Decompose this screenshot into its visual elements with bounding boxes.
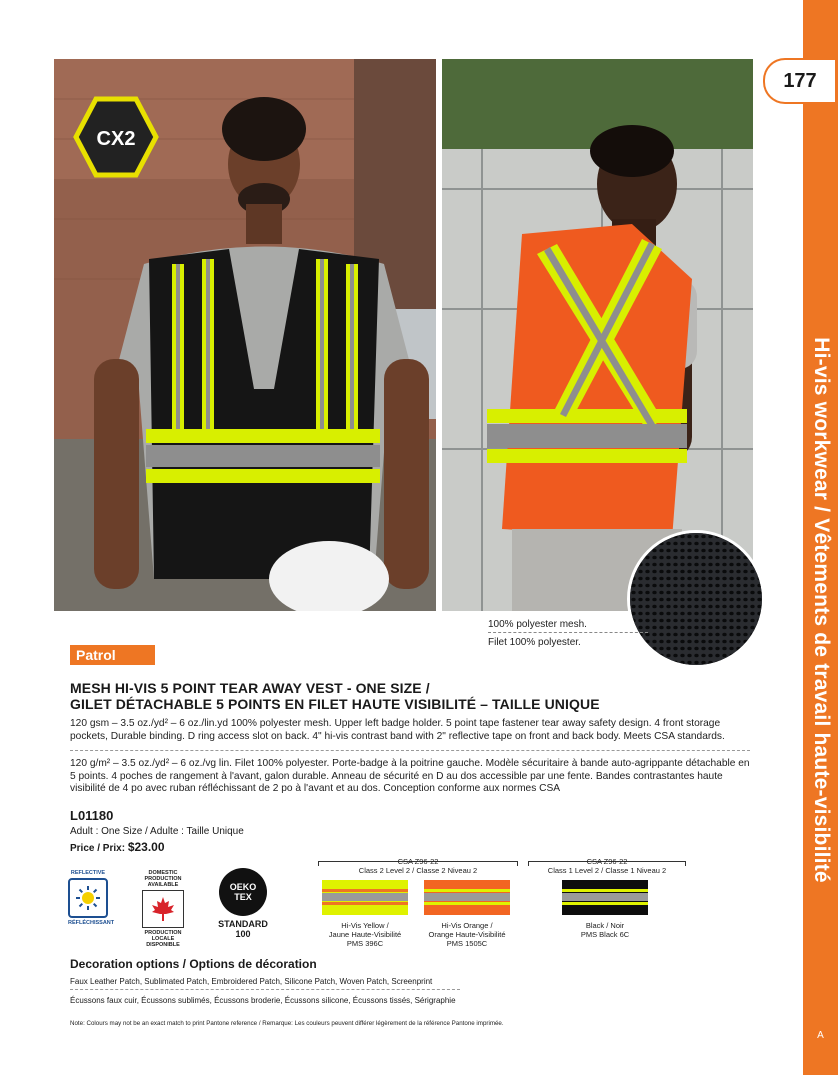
decoration-options-en: Faux Leather Patch, Sublimated Patch, Embroidered Patch, Silicone Patch, Woven Patch, Screenprint xyxy=(70,977,433,986)
series-tag: Patrol xyxy=(70,645,155,665)
price-label: Price / Prix: xyxy=(70,843,126,854)
front-model-photo xyxy=(54,59,436,611)
description-divider xyxy=(70,750,750,751)
sun-icon xyxy=(75,885,101,911)
decoration-divider xyxy=(70,989,460,990)
cx2-logo: CX2 xyxy=(96,128,136,150)
description-fr: 120 g/m² – 3.5 oz./yd² – 6 oz./vg lin. Filet 100% polyester. Porte-badge à la poitrine gauche. Modèle sécuritaire à bande auto-agrippante détachable en 5 points. 4 poches de rangement à l'avant, galon durable. Anneau de sécurité en D au dos accessible par une fente. Bandes contrastantes haute visibilité de 4 po avec ruban réfléchissant de 2 po à l'avant et au dos. Conception conforme aux normes CSA xyxy=(70,758,750,794)
oeko-tex-badge: OEKO TEX STANDARD 100 xyxy=(212,868,274,939)
page-number: 177 xyxy=(763,58,835,104)
domestic-production-badge: DOMESTIC PRODUCTION AVAILABLE PRODUCTION LOCALE DISPONIBLE xyxy=(135,870,191,948)
swatch-black: Black / Noir PMS Black 6C xyxy=(562,880,648,939)
description-en: 120 gsm – 3.5 oz./yd² – 6 oz./lin.yd 100% polyester mesh. Upper left badge holder. 5 point tape fastener tear away safety design. 4 front storage pockets, Durable binding. D ring access slot on back. 4" hi-vis contrast band with 2" reflective tape on front and back body. Meets CSA standards. xyxy=(70,718,725,742)
side-title: Hi-vis workwear / Vêtements de travail haute-visibilité xyxy=(809,337,833,883)
product-title-en: MESH HI-VIS 5 POINT TEAR AWAY VEST - ONE SIZE / xyxy=(70,680,430,696)
swatch-hivis-orange: Hi-Vis Orange / Orange Haute-Visibilité PMS 1505C xyxy=(424,880,510,948)
product-size: Adult : One Size / Adulte : Taille Unique xyxy=(70,826,244,837)
price-value: $23.00 xyxy=(127,840,165,854)
product-title-fr: GILET DÉTACHABLE 5 POINTS EN FILET HAUTE VISIBILITÉ – TAILLE UNIQUE xyxy=(70,696,600,712)
reflective-badge: REFLECTIVE RÉFLÉCHISSANT xyxy=(68,870,115,926)
colour-note: Note: Colours may not be an exact match to print Pantone reference / Remarque: Les couleurs peuvent différer légèrement de la référence Pantone imprimée. xyxy=(70,1020,504,1027)
color-group-class1: CSA Z96-22 Class 1 Level 2 / Classe 1 Niveau 2 xyxy=(528,857,686,875)
color-group-class2: CSA Z96-22 Class 2 Level 2 / Classe 2 Niveau 2 xyxy=(318,857,518,875)
corner-letter: A xyxy=(817,1030,824,1041)
maple-leaf-icon xyxy=(149,895,177,923)
decoration-heading: Decoration options / Options de décoration xyxy=(70,957,317,971)
product-sku: L01180 xyxy=(70,808,114,823)
mesh-detail-circle xyxy=(627,530,765,668)
product-price xyxy=(70,840,165,854)
decoration-options-fr: Écussons faux cuir, Écussons sublimés, Écussons broderie, Écussons silicone, Écussons tissés, Sérigraphie xyxy=(70,996,456,1005)
mesh-caption-en: 100% polyester mesh. xyxy=(488,619,587,630)
mesh-caption-fr: Filet 100% polyester. xyxy=(488,637,581,648)
oeko-tex-logo: OEKO TEX xyxy=(219,868,267,916)
back-model-photo xyxy=(442,59,753,611)
swatch-hivis-yellow: Hi-Vis Yellow / Jaune Haute-Visibilité PMS 396C xyxy=(322,880,408,948)
mesh-caption-divider xyxy=(488,632,648,633)
